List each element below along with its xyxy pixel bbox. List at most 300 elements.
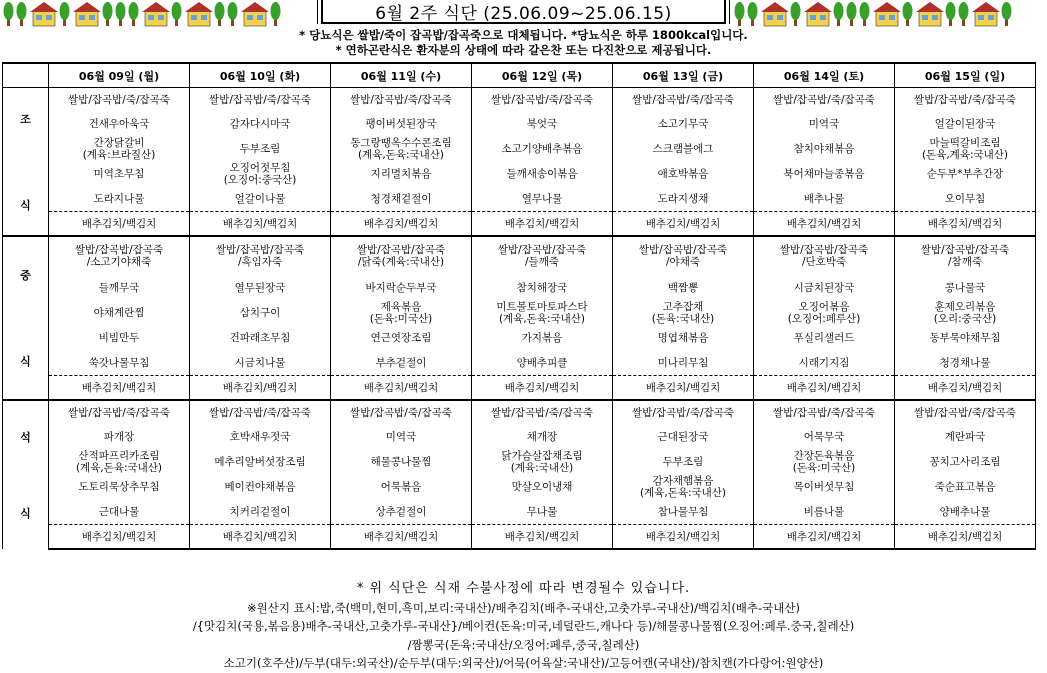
menu-text-line: 메추리알버섯장조림	[214, 455, 306, 468]
menu-text-line: 시래기지짐	[798, 356, 850, 369]
tree-icon	[172, 2, 182, 26]
house-icon	[73, 2, 101, 26]
menu-cell	[895, 449, 1036, 474]
menu-cell	[613, 161, 754, 186]
menu-text-line: 북엇국	[526, 117, 558, 130]
menu-text-line: 쌀밥/잡곡밥/죽/잡곡죽	[491, 406, 593, 419]
tree-icon	[17, 2, 27, 26]
menu-cell	[895, 212, 1036, 237]
origin-note-4: 소고기(호주산)/두부(대두:외국산)/순두부(대두:외국산)/어묵(어육살:국내산)/고등어캔(국내산)/참치캔(가다랑어:원양산)	[223, 656, 824, 670]
menu-cell	[472, 88, 613, 112]
menu-text-line: 백짬뽕	[667, 281, 699, 294]
menu-text-line: 간장돈육볶음	[793, 449, 855, 462]
tree-icon	[903, 2, 913, 26]
menu-cell	[190, 325, 331, 350]
menu-text-line: 배추김치/백김치	[786, 530, 862, 543]
menu-cell	[895, 88, 1036, 112]
menu-text-line: (오리:중국산)	[933, 312, 997, 325]
menu-cell	[895, 525, 1036, 550]
menu-cell	[472, 350, 613, 376]
menu-cell	[472, 525, 613, 550]
menu-cell	[895, 400, 1036, 424]
menu-cell	[754, 424, 895, 449]
menu-cell	[49, 300, 190, 325]
menu-cell	[331, 424, 472, 449]
menu-text-line: 소고기무국	[657, 117, 709, 130]
menu-cell	[895, 236, 1036, 275]
menu-cell	[331, 474, 472, 499]
header-banner	[0, 0, 1047, 30]
menu-cell	[754, 449, 895, 474]
menu-text-line: 마늘떡갈비조림	[929, 136, 1001, 149]
tree-icon	[215, 2, 225, 26]
menu-text-line: (돈육:미국산)	[369, 312, 433, 325]
menu-cell	[613, 525, 754, 550]
menu-text-line: 산적파프리카조림	[78, 449, 160, 462]
menu-text-line: 쌀밥/잡곡밥/죽/잡곡죽	[914, 93, 1016, 106]
corner-cell	[3, 63, 49, 88]
house-icon	[185, 2, 213, 26]
table-row	[3, 449, 1036, 474]
menu-cell	[190, 275, 331, 300]
menu-text-line: 소고기양배추볶음	[501, 142, 583, 155]
menu-cell	[754, 275, 895, 300]
menu-cell	[49, 236, 190, 275]
menu-cell	[190, 111, 331, 136]
menu-text-line: 호박새우젓국	[229, 430, 291, 443]
menu-cell	[49, 424, 190, 449]
menu-text-line: 쌀밥/잡곡밥/잡곡죽	[74, 244, 164, 256]
menu-cell	[331, 400, 472, 424]
meal-label-bottom: 식	[20, 198, 31, 212]
menu-cell	[895, 111, 1036, 136]
menu-text-line: 도라지나물	[93, 192, 145, 205]
menu-cell	[895, 275, 1036, 300]
menu-text-line: 양배추피클	[516, 356, 568, 369]
menu-cell	[613, 111, 754, 136]
menu-text-line: 배추김치/백김치	[504, 381, 580, 394]
menu-cell	[190, 161, 331, 186]
menu-text-line: 쌀밥/잡곡밥/죽/잡곡죽	[632, 406, 734, 419]
menu-cell	[49, 212, 190, 237]
menu-text-line: 미나리무침	[657, 356, 709, 369]
menu-text-line: (오징어:중국산)	[223, 173, 297, 186]
menu-text-line: 배추김치/백김치	[927, 381, 1003, 394]
menu-text-line: 쌀밥/잡곡밥/죽/잡곡죽	[350, 406, 452, 419]
tree-icon	[103, 2, 113, 26]
menu-cell	[754, 136, 895, 161]
menu-text-line: 채개장	[526, 430, 558, 443]
menu-text-line: 참치야채볶음	[793, 142, 855, 155]
menu-text-line: 쌀밥/잡곡밥/잡곡죽	[356, 244, 446, 256]
meal-label-bottom: 식	[20, 355, 31, 368]
menu-text-line: 배추김치/백김치	[363, 217, 439, 230]
tree-icon	[959, 2, 969, 26]
menu-text-line: /단호박죽	[801, 256, 847, 268]
menu-text-line: 배추김치/백김치	[363, 381, 439, 394]
menu-text-line: 꽁치고사리조림	[929, 455, 1001, 468]
menu-cell	[754, 376, 895, 401]
menu-cell	[472, 136, 613, 161]
menu-cell	[472, 499, 613, 525]
menu-cell	[190, 449, 331, 474]
menu-text-line: 연근엿장조림	[370, 331, 432, 344]
menu-text-line: (계육:국내산)	[510, 461, 574, 474]
menu-cell	[472, 474, 613, 499]
menu-text-line: 청경채겉절이	[370, 192, 432, 205]
menu-text-line: 죽순표고볶음	[934, 480, 996, 493]
menu-cell	[472, 325, 613, 350]
menu-text-line: (돈육:미국산)	[792, 461, 856, 474]
menu-text-line: 쌀밥/잡곡밥/죽/잡곡죽	[773, 93, 875, 106]
menu-cell	[472, 449, 613, 474]
day-header: 06월 10일 (화)	[190, 63, 331, 88]
menu-text-line: 명엽채볶음	[657, 331, 709, 344]
menu-text-line: 배추김치/백김치	[363, 530, 439, 543]
menu-text-line: 오징어볶음	[798, 300, 850, 313]
bottom-notes	[0, 580, 1047, 673]
table-row	[3, 400, 1036, 424]
menu-cell	[190, 499, 331, 525]
tree-icon	[834, 2, 844, 26]
origin-note-1: ※원산지 표시:밥,죽(백미,현미,흑미,보리:국내산)/배추김치(배추-국내산,고춧가루-국내산)/백김치(배추-국내산)	[246, 600, 800, 615]
meal-label-bottom: 식	[20, 507, 31, 520]
day-header: 06월 09일 (월)	[49, 63, 190, 88]
house-icon	[804, 2, 832, 26]
menu-text-line: 참치해장국	[516, 281, 568, 294]
menu-text-line: 부추겉절이	[375, 356, 427, 369]
menu-text-line: 팽이버섯된장국	[365, 117, 437, 130]
menu-cell	[895, 499, 1036, 525]
menu-text-line: 미역국	[808, 117, 840, 130]
menu-cell	[754, 212, 895, 237]
menu-cell	[895, 161, 1036, 186]
house-icon	[241, 2, 269, 26]
meal-label-top: 석	[20, 431, 31, 444]
menu-cell	[754, 186, 895, 212]
menu-cell	[331, 136, 472, 161]
menu-text-line: 쌀밥/잡곡밥/죽/잡곡죽	[773, 406, 875, 419]
menu-cell	[613, 88, 754, 112]
menu-cell	[49, 275, 190, 300]
menu-text-line: 건파래초무침	[229, 331, 291, 344]
menu-text-line: 열무된장국	[234, 281, 286, 294]
menu-text-line: 맛살오이냉채	[511, 480, 573, 493]
day-header: 06월 11일 (수)	[331, 63, 472, 88]
table-row	[3, 325, 1036, 350]
menu-cell	[331, 325, 472, 350]
menu-cell	[331, 88, 472, 112]
menu-cell	[613, 136, 754, 161]
menu-text-line: (돈육,계육:국내산)	[921, 148, 1009, 161]
menu-cell	[754, 161, 895, 186]
menu-cell	[190, 186, 331, 212]
menu-cell	[190, 88, 331, 112]
menu-cell	[49, 136, 190, 161]
menu-text-line: 쌀밥/잡곡밥/죽/잡곡죽	[632, 93, 734, 106]
meal-label	[3, 236, 49, 400]
menu-cell	[190, 474, 331, 499]
origin-note-3: /짬뽕국(돈육:국내산/오징어:페루,중국,칠레산)	[407, 637, 640, 652]
menu-text-line: 근대나물	[98, 505, 140, 518]
house-icon	[142, 2, 170, 26]
menu-text-line: 동그랑땡옥수수콘조림	[350, 136, 452, 149]
menu-cell	[472, 186, 613, 212]
menu-text-line: 동부묵야채무침	[929, 331, 1001, 344]
menu-cell	[613, 449, 754, 474]
menu-cell	[754, 88, 895, 112]
menu-cell	[331, 499, 472, 525]
menu-text-line: 청경채나물	[939, 356, 991, 369]
menu-cell	[472, 275, 613, 300]
menu-text-line: 어묵무국	[803, 430, 845, 443]
tree-icon	[791, 2, 801, 26]
menu-text-line: /야채죽	[666, 256, 700, 268]
menu-cell	[613, 424, 754, 449]
menu-text-line: 목이버섯무침	[793, 480, 855, 493]
menu-text-line: 쌀밥/잡곡밥/죽/잡곡죽	[209, 93, 311, 106]
menu-text-line: 쌀밥/잡곡밥/죽/잡곡죽	[914, 406, 1016, 419]
menu-text-line: 간장닭갈비	[93, 136, 145, 149]
menu-cell	[331, 212, 472, 237]
menu-text-line: 배추김치/백김치	[222, 381, 298, 394]
menu-text-line: 가지볶음	[521, 331, 563, 344]
menu-text-line: 건새우아욱국	[88, 117, 150, 130]
menu-cell	[49, 325, 190, 350]
menu-cell	[754, 400, 895, 424]
tree-icon	[60, 2, 70, 26]
menu-cell	[613, 376, 754, 401]
menu-text-line: 배추김치/백김치	[504, 530, 580, 543]
menu-text-line: 배추김치/백김치	[645, 381, 721, 394]
change-notice: * 위 식단은 식재 수불사정에 따라 변경될수 있습니다.	[356, 581, 691, 596]
menu-cell	[331, 449, 472, 474]
menu-cell	[895, 350, 1036, 376]
menu-text-line: 쌀밥/잡곡밥/죽/잡곡죽	[68, 93, 170, 106]
menu-cell	[190, 136, 331, 161]
tree-icon	[4, 2, 14, 26]
meal-label-top: 조	[20, 112, 31, 126]
menu-cell	[754, 499, 895, 525]
menu-text-line: 닭가슴살잡채조림	[501, 449, 583, 462]
menu-cell	[895, 376, 1036, 401]
menu-cell	[331, 350, 472, 376]
menu-cell	[895, 300, 1036, 325]
houses-trees-left-icon	[2, 0, 318, 28]
menu-text-line: 미트볼토마토파스타	[496, 300, 588, 313]
menu-cell	[49, 525, 190, 550]
menu-text-line: 스크램블에그	[652, 142, 714, 155]
menu-text-line: 배추김치/백김치	[645, 217, 721, 230]
menu-cell	[472, 400, 613, 424]
menu-text-line: /닭죽(계육:국내산)	[357, 256, 445, 268]
menu-cell	[613, 499, 754, 525]
menu-cell	[754, 525, 895, 550]
menu-text-line: 오징어젓무침	[229, 161, 291, 174]
table-row	[3, 136, 1036, 161]
menu-cell	[754, 300, 895, 325]
menu-cell	[49, 186, 190, 212]
menu-text-line: 열무나물	[521, 192, 563, 205]
menu-text-line: 제육볶음	[380, 300, 422, 313]
menu-text-line: 들깨새송이볶음	[506, 167, 578, 180]
menu-cell	[895, 186, 1036, 212]
menu-cell	[472, 111, 613, 136]
menu-cell	[472, 424, 613, 449]
menu-text-line: 들깨무국	[98, 281, 140, 294]
menu-cell	[472, 236, 613, 275]
table-row	[3, 300, 1036, 325]
menu-text-line: 배추김치/백김치	[81, 530, 157, 543]
menu-cell	[895, 136, 1036, 161]
house-icon	[972, 2, 1000, 26]
menu-cell	[613, 186, 754, 212]
table-row	[3, 275, 1036, 300]
menu-text-line: 양배추나물	[939, 505, 991, 518]
tree-icon	[228, 2, 238, 26]
menu-text-line: 배추김치/백김치	[81, 217, 157, 230]
menu-text-line: 쌀밥/잡곡밥/죽/잡곡죽	[350, 93, 452, 106]
menu-text-line: 애호박볶음	[657, 167, 709, 180]
menu-text-line: 배추김치/백김치	[222, 530, 298, 543]
menu-cell	[49, 111, 190, 136]
menu-text-line: (계육,돈육:국내산)	[498, 312, 586, 325]
menu-cell	[331, 161, 472, 186]
menu-cell	[190, 300, 331, 325]
menu-cell	[472, 212, 613, 237]
menu-text-line: (계육:브라질산)	[82, 148, 156, 161]
menu-text-line: 무나물	[526, 505, 558, 518]
menu-cell	[331, 186, 472, 212]
menu-cell	[49, 161, 190, 186]
tree-icon	[748, 2, 758, 26]
menu-text-line: 오이무침	[944, 192, 986, 205]
menu-cell	[190, 212, 331, 237]
menu-text-line: 배추김치/백김치	[222, 217, 298, 230]
menu-cell	[613, 275, 754, 300]
menu-cell	[331, 236, 472, 275]
top-notes	[0, 28, 1047, 58]
menu-cell	[895, 325, 1036, 350]
dysphagia-note: * 연하곤란식은 환자분의 상태에 따라 갈은찬 또는 다진찬으로 제공됩니다.	[335, 43, 712, 57]
menu-cell	[49, 400, 190, 424]
menu-text-line: 파개장	[103, 430, 135, 443]
menu-text-line: 미역국	[385, 430, 417, 443]
menu-text-line: /소고기야채죽	[86, 256, 152, 268]
menu-text-line: 치커리겉절이	[229, 505, 291, 518]
origin-note-2: /{맛김치(국용,볶음용)배추-국내산,고춧가루-국내산}/베이컨(돈육:미국,네덜란드,캐나다 등)/해물콩나물찜(오징어:페루.중국,칠레산)	[192, 619, 855, 633]
menu-cell	[613, 325, 754, 350]
menu-text-line: 훈제오리볶음	[934, 300, 996, 313]
table-row	[3, 350, 1036, 376]
menu-text-line: 순두부*부추간장	[926, 167, 1004, 180]
menu-text-line: 상추겉절이	[375, 505, 427, 518]
menu-text-line: 콩나물국	[944, 281, 986, 294]
menu-text-line: 쌀밥/잡곡밥/잡곡죽	[920, 244, 1010, 256]
day-header-row	[3, 63, 1036, 88]
menu-cell	[331, 111, 472, 136]
menu-text-line: 계란파국	[944, 430, 986, 443]
table-row	[3, 212, 1036, 237]
menu-text-line: 쑥갓나물무침	[88, 356, 150, 369]
menu-text-line: 해물콩나물찜	[370, 455, 432, 468]
table-row	[3, 525, 1036, 550]
menu-cell	[49, 449, 190, 474]
menu-text-line: 지리멸치볶음	[370, 167, 432, 180]
menu-cell	[613, 350, 754, 376]
day-header: 06월 12일 (목)	[472, 63, 613, 88]
menu-text-line: 바지락순두부국	[365, 281, 437, 294]
menu-text-line: 미역초무침	[93, 167, 145, 180]
menu-cell	[331, 275, 472, 300]
meal-label-top: 중	[20, 269, 31, 282]
meal-label	[3, 400, 49, 549]
tree-icon	[116, 2, 126, 26]
menu-text-line: 배추나물	[803, 192, 845, 205]
menu-cell	[613, 236, 754, 275]
menu-text-line: (계육,돈육:국내산)	[357, 148, 445, 161]
menu-text-line: (계육,돈육:국내산)	[75, 461, 163, 474]
menu-cell	[190, 236, 331, 275]
day-header: 06월 14일 (토)	[754, 63, 895, 88]
menu-text-line: 배추김치/백김치	[927, 530, 1003, 543]
table-row	[3, 161, 1036, 186]
menu-cell	[754, 111, 895, 136]
table-row	[3, 499, 1036, 525]
menu-cell	[331, 376, 472, 401]
menu-text-line: 도토리묵상추무침	[78, 480, 160, 493]
table-row	[3, 376, 1036, 401]
house-icon	[916, 2, 944, 26]
menu-cell	[49, 474, 190, 499]
menu-cell	[190, 400, 331, 424]
menu-cell	[754, 236, 895, 275]
menu-text-line: 배추김치/백김치	[927, 217, 1003, 230]
menu-cell	[613, 474, 754, 499]
table-row	[3, 236, 1036, 275]
menu-cell	[895, 474, 1036, 499]
menu-text-line: 배추김치/백김치	[645, 530, 721, 543]
menu-text-line: 근대된장국	[657, 430, 709, 443]
menu-text-line: 두부조림	[662, 455, 704, 468]
menu-text-line: 고추잡채	[662, 300, 704, 313]
menu-cell	[49, 499, 190, 525]
house-icon	[873, 2, 901, 26]
houses-trees-right-icon	[731, 0, 1045, 28]
menu-text-line: 배추김치/백김치	[81, 381, 157, 394]
table-row	[3, 88, 1036, 112]
tree-icon	[271, 2, 281, 26]
menu-text-line: /들깨죽	[525, 256, 559, 268]
menu-text-line: 배추김치/백김치	[786, 381, 862, 394]
menu-cell	[49, 376, 190, 401]
menu-text-line: /참깨죽	[948, 256, 982, 268]
menu-text-line: 쌀밥/잡곡밥/잡곡죽	[215, 244, 305, 256]
menu-cell	[613, 212, 754, 237]
menu-cell	[754, 474, 895, 499]
table-row	[3, 111, 1036, 136]
menu-text-line: 어묵볶음	[380, 480, 422, 493]
tree-icon	[735, 2, 745, 26]
menu-text-line: 삼치구이	[239, 306, 281, 319]
menu-cell	[895, 424, 1036, 449]
menu-cell	[754, 350, 895, 376]
menu-text-line: /흑임자죽	[237, 256, 283, 268]
menu-text-line: 도라지생채	[657, 192, 709, 205]
menu-text-line: 쌀밥/잡곡밥/잡곡죽	[779, 244, 869, 256]
menu-cell	[754, 325, 895, 350]
menu-text-line: 참나물무침	[657, 505, 709, 518]
